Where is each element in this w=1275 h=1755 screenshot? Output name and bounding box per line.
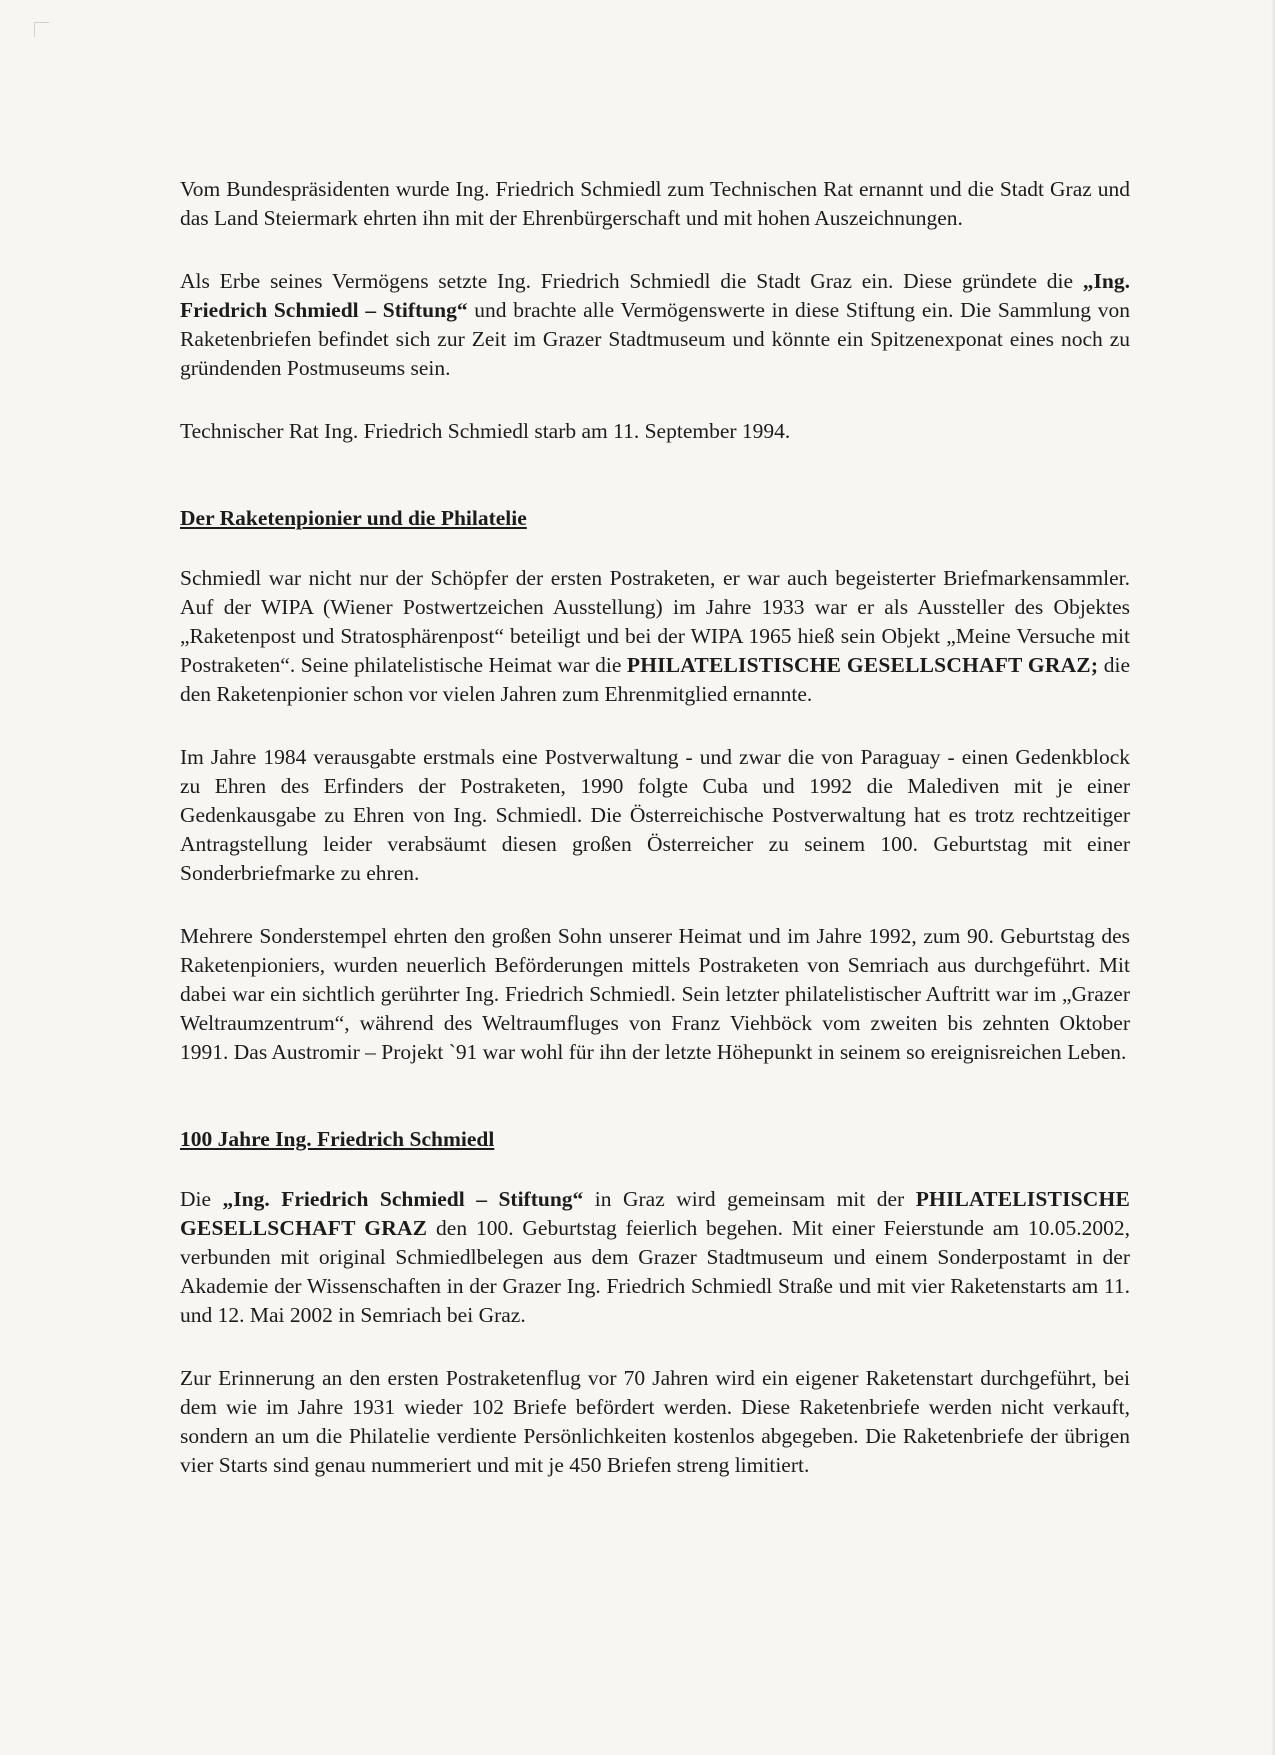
section-heading-anniversary: 100 Jahre Ing. Friedrich Schmiedl [180, 1127, 495, 1151]
paragraph-collector-text-2: die den Raketenpionier schon vor vielen Jahren zum Ehrenmitglied ernannte. [180, 653, 1130, 706]
paragraph-heir-text-1: Als Erbe seines Vermögens setzte Ing. Friedrich Schmiedl die Stadt Graz ein. Diese gründete die [180, 269, 1083, 293]
paragraph-celebration-text-1: Die [180, 1187, 223, 1211]
paragraph-rocket-letters: Zur Erinnerung an den ersten Postraketenflug vor 70 Jahren wird ein eigener Raketenstart durchgeführt, bei dem wie im Jahre 1931 wieder 102 Briefe befördert werden. Diese Raketenbriefe werden nicht verkauft, sondern an um die Philatelie verdiente Persönlichkeiten kostenlos abgegeben. Die Raketenbriefe der übrigen vier Starts sind genau nummeriert und mit je 450 Briefen streng limitiert. [180, 1366, 1130, 1477]
foundation-name-2: „Ing. Friedrich Schmiedl – Stiftung“ [222, 1187, 584, 1211]
society-name-2: PHILATELISTISCHE GESELLSCHAFT GRAZ [180, 1187, 1130, 1240]
paragraph-death: Technischer Rat Ing. Friedrich Schmiedl starb am 11. September 1994. [180, 419, 791, 443]
foundation-name: „Ing. Friedrich Schmiedl – Stiftung“ [180, 269, 1130, 322]
paragraph-celebration [180, 1185, 1130, 1330]
paragraph-postmarks: Mehrere Sonderstempel ehrten den großen Sohn unserer Heimat und im Jahre 1992, zum 90. Geburtstag des Raketenpioniers, wurden neuerlich Beförderungen mittels Postraketen von Semriach aus durchgeführt. Mit dabei war ein sichtlich gerührter Ing. Friedrich Schmiedl. Sein letzter philatelistischer Auftritt war im „Grazer Weltraumzentrum“, während des Weltraumfluges von Franz Viehböck vom zweiten bis zehnten Oktober 1991. Das Austromir – Projekt `91 war wohl für ihn der letzte Höhepunkt in seinem so ereignisreichen Leben. [180, 924, 1130, 1064]
document-page [180, 175, 1130, 1480]
scan-corner-mark [34, 22, 49, 37]
paragraph-heir [180, 267, 1130, 383]
paragraph-heir-text-2: und brachte alle Vermögenswerte in diese Stiftung ein. Die Sammlung von Raketenbriefen befindet sich zur Zeit im Grazer Stadtmuseum und könnte ein Spitzenexponat eines noch zu gründenden Postmuseums sein. [180, 298, 1130, 380]
paragraph-honors: Vom Bundespräsidenten wurde Ing. Friedrich Schmiedl zum Technischen Rat ernannt und die Stadt Graz und das Land Steiermark ehrten ihn mit der Ehrenbürgerschaft und mit hohen Auszeichnungen. [180, 177, 1130, 230]
section-heading-philately: Der Raketenpionier und die Philatelie [180, 506, 527, 530]
scan-edge-shadow [1271, 0, 1275, 1755]
paragraph-collector [180, 564, 1130, 709]
paragraph-collector-text-1: Schmiedl war nicht nur der Schöpfer der ersten Postraketen, er war auch begeisterter Briefmarkensammler. Auf der WIPA (Wiener Postwertzeichen Ausstellung) im Jahre 1933 war er als Aussteller des Objektes „Raketenpost und Stratosphärenpost“ beteiligt und bei der WIPA 1965 hieß sein Objekt „Meine Versuche mit Postraketen“. Seine philatelistische Heimat war die [180, 566, 1130, 677]
paragraph-celebration-text-3: den 100. Geburtstag feierlich begehen. Mit einer Feierstunde am 10.05.2002, verbunden mit original Schmiedlbelegen aus dem Grazer Stadtmuseum und einem Sonderpostamt in der Akademie der Wissenschaften in der Grazer Ing. Friedrich Schmiedl Straße und mit vier Raketenstarts am 11. und 12. Mai 2002 in Semriach bei Graz. [180, 1216, 1130, 1327]
paragraph-celebration-text-2: in Graz wird gemeinsam mit der [583, 1187, 916, 1211]
paragraph-stamps: Im Jahre 1984 verausgabte erstmals eine Postverwaltung - und zwar die von Paraguay - einen Gedenkblock zu Ehren des Erfinders der Postraketen, 1990 folgte Cuba und 1992 die Malediven mit je einer Gedenkausgabe zu Ehren von Ing. Schmiedl. Die Österreichische Postverwaltung hat es trotz rechtzeitiger Antragstellung leider verabsäumt diesen großen Österreicher zu seinem 100. Geburtstag mit einer Sonderbriefmarke zu ehren. [180, 745, 1130, 885]
society-name: PHILATELISTISCHE GESELLSCHAFT GRAZ; [626, 653, 1099, 677]
